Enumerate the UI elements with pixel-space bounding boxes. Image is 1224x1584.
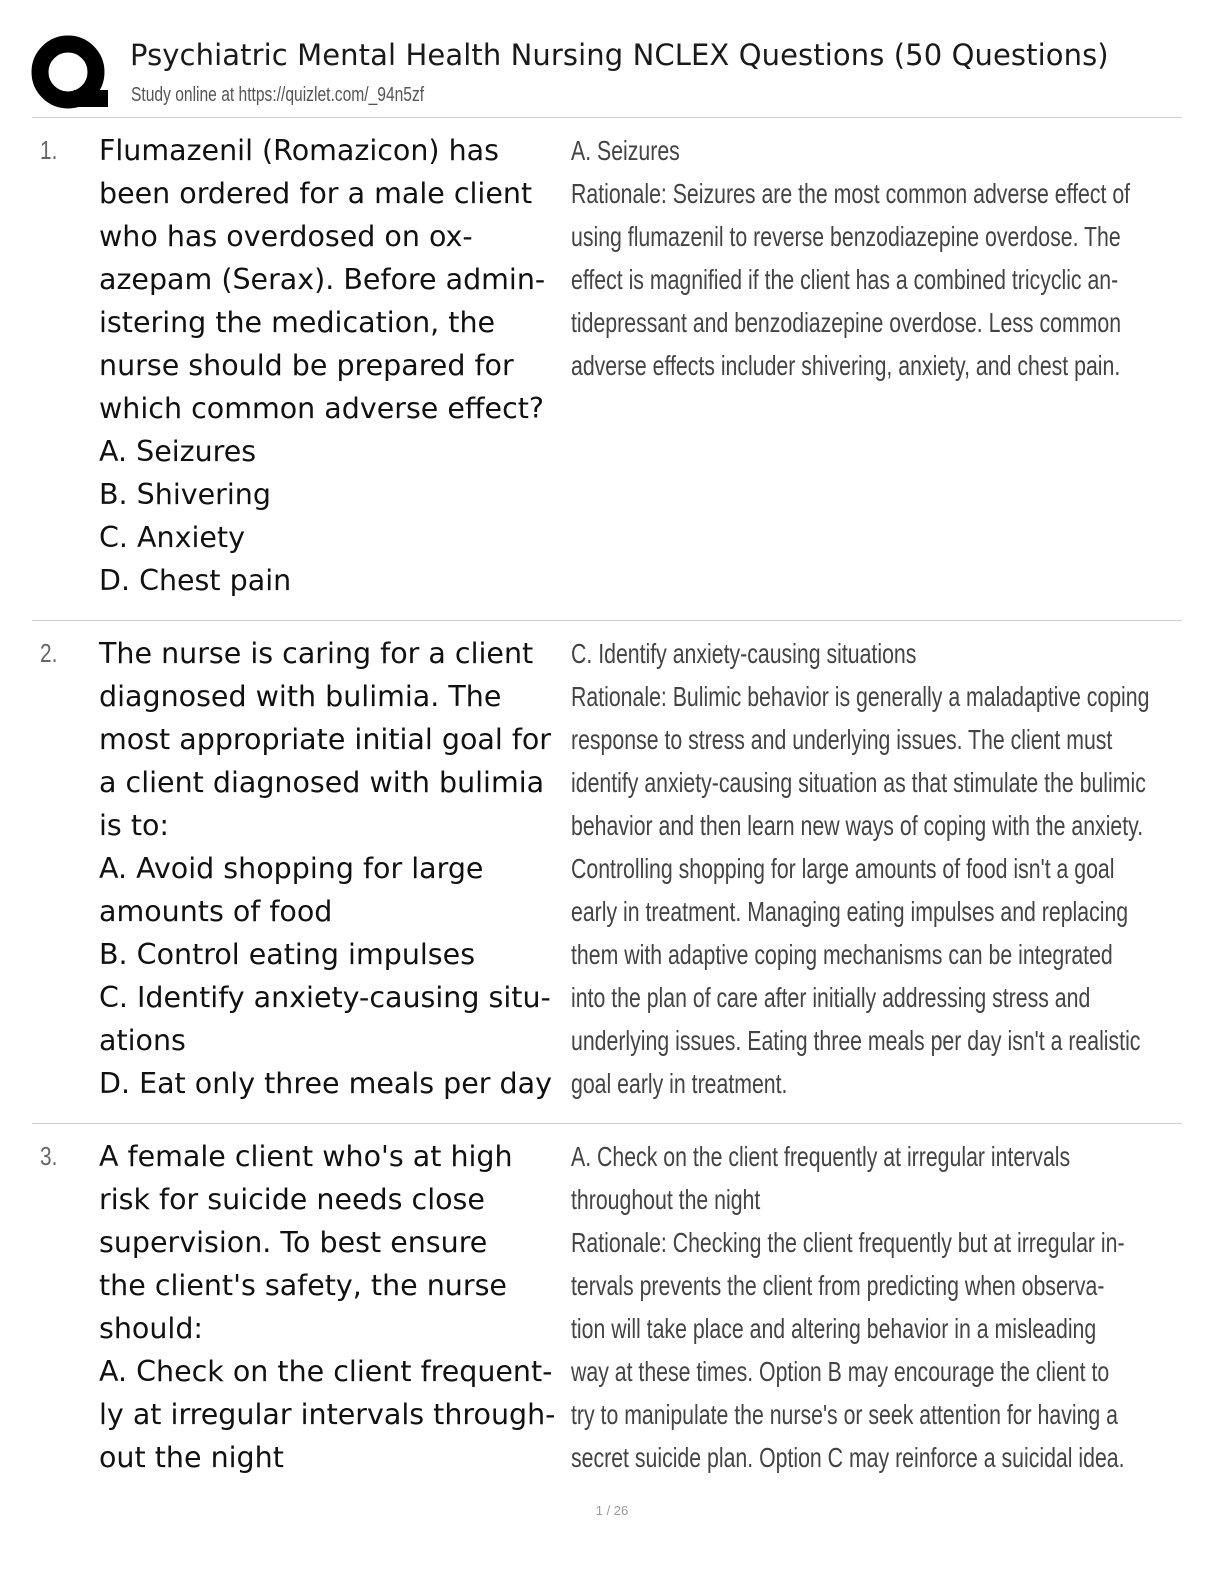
question-line: nurse should be prepared for — [99, 349, 514, 382]
answer-line: tervals prevents the client from predicting when observa- — [571, 1270, 1105, 1301]
option-line: C. Anxiety — [99, 521, 245, 554]
question-text — [99, 632, 569, 1105]
option-line: ations — [99, 1024, 186, 1057]
option-line: D. Eat only three meals per day — [99, 1067, 552, 1100]
answer-text — [571, 129, 1164, 387]
option-line: amounts of food — [99, 895, 333, 928]
answer-line: using flumazenil to reverse benzodiazepine overdose. The — [571, 221, 1121, 252]
question-line: supervision. To best ensure — [99, 1226, 488, 1259]
divider — [32, 117, 1182, 118]
study-online-link[interactable]: Study online at https://quizlet.com/_94n5zf — [131, 84, 425, 106]
answer-line: A. Seizures — [571, 135, 680, 166]
question-line: A female client who's at high — [99, 1140, 513, 1173]
question-line: The nurse is caring for a client — [99, 637, 534, 670]
answer-text — [571, 1135, 1164, 1479]
answer-line: Rationale: Checking the client frequently but at irregular in- — [571, 1227, 1125, 1258]
answer-line: tidepressant and benzodiazepine overdose. Less common — [571, 307, 1122, 338]
answer-line: secret suicide plan. Option C may reinforce a suicidal idea. — [571, 1442, 1125, 1473]
answer-line: tion will take place and altering behavior in a misleading — [571, 1313, 1097, 1344]
divider — [32, 1123, 1182, 1124]
question-line: azepam (Serax). Before admin- — [99, 263, 546, 296]
option-line: ly at irregular intervals through- — [99, 1398, 556, 1431]
option-line: D. Chest pain — [99, 564, 292, 597]
answer-line: adverse effects includer shivering, anxiety, and chest pain. — [571, 350, 1121, 381]
question-line: which common adverse effect? — [99, 392, 545, 425]
question-line: the client's safety, the nurse — [99, 1269, 507, 1302]
answer-line: throughout the night — [571, 1184, 761, 1215]
answer-line: response to stress and underlying issues. The client must — [571, 724, 1113, 755]
answer-line: behavior and then learn new ways of coping with the anxiety. — [571, 810, 1144, 841]
divider — [32, 620, 1182, 621]
option-line: A. Seizures — [99, 435, 257, 468]
question-text — [99, 1135, 569, 1479]
answer-line: Controlling shopping for large amounts of food isn't a goal — [571, 853, 1115, 884]
question-line: Flumazenil (Romazicon) has — [99, 134, 499, 167]
answer-line: identify anxiety-causing situation as that stimulate the bulimic — [571, 767, 1146, 798]
option-line: C. Identify anxiety-causing situ- — [99, 981, 551, 1014]
question-line: a client diagnosed with bulimia — [99, 766, 545, 799]
answer-line: early in treatment. Managing eating impulses and replacing — [571, 896, 1129, 927]
answer-text — [571, 632, 1164, 1105]
answer-line: A. Check on the client frequently at irregular intervals — [571, 1141, 1071, 1172]
answer-line: underlying issues. Eating three meals per day isn't a realistic — [571, 1025, 1141, 1056]
question-number: 3. — [40, 1141, 58, 1171]
question-line: istering the medication, the — [99, 306, 496, 339]
question-number: 2. — [40, 638, 58, 668]
option-line: out the night — [99, 1441, 284, 1474]
answer-line: C. Identify anxiety-causing situations — [571, 638, 917, 669]
page-number: 1 / 26 — [595, 1503, 629, 1518]
question-line: risk for suicide needs close — [99, 1183, 485, 1216]
question-number: 1. — [40, 135, 58, 165]
answer-line: way at these times. Option B may encourage the client to — [571, 1356, 1110, 1387]
question-line: been ordered for a male client — [99, 177, 533, 210]
option-line: A. Check on the client frequent- — [99, 1355, 553, 1388]
question-text — [99, 129, 569, 602]
question-line: should: — [99, 1312, 204, 1345]
page-header — [30, 30, 1180, 118]
answer-line: try to manipulate the nurse's or seek attention for having a — [571, 1399, 1119, 1430]
option-line: B. Control eating impulses — [99, 938, 476, 971]
answer-line: goal early in treatment. — [571, 1068, 788, 1099]
page-title: Psychiatric Mental Health Nursing NCLEX Questions (50 Questions) — [130, 38, 1109, 72]
answer-line: Rationale: Seizures are the most common adverse effect of — [571, 178, 1131, 209]
question-line: is to: — [99, 809, 170, 842]
answer-line: effect is magnified if the client has a combined tricyclic an- — [571, 264, 1119, 295]
option-line: A. Avoid shopping for large — [99, 852, 484, 885]
option-line: B. Shivering — [99, 478, 271, 511]
answer-line: into the plan of care after initially addressing stress and — [571, 982, 1091, 1013]
quizlet-logo-icon — [30, 34, 110, 114]
answer-line: them with adaptive coping mechanisms can be integrated — [571, 939, 1113, 970]
question-line: who has overdosed on ox- — [99, 220, 473, 253]
question-line: diagnosed with bulimia. The — [99, 680, 502, 713]
answer-line: Rationale: Bulimic behavior is generally a maladaptive coping — [571, 681, 1150, 712]
question-line: most appropriate initial goal for — [99, 723, 552, 756]
